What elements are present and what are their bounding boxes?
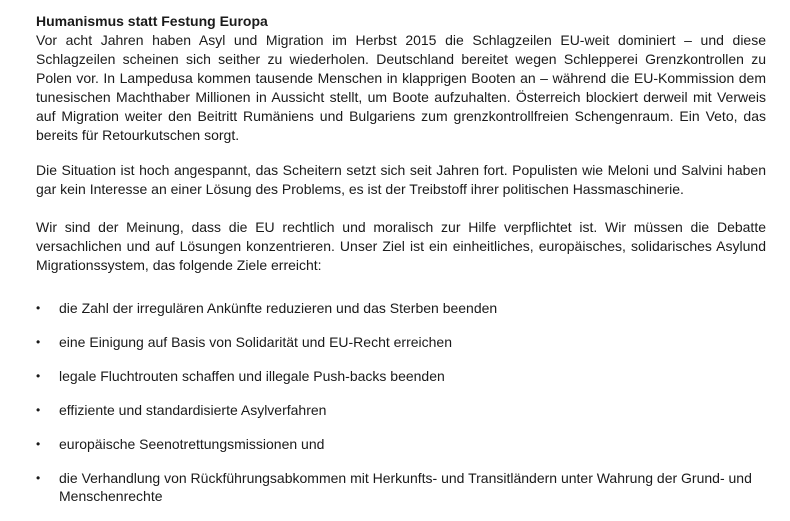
list-item-text: effiziente und standardisierte Asylverfahren: [59, 402, 327, 418]
document-page: [36, 12, 766, 521]
list-item: [36, 299, 766, 317]
list-item: [36, 435, 766, 453]
list-item-text: eine Einigung auf Basis von Solidarität und EU-Recht erreichen: [59, 334, 453, 350]
list-item: [36, 469, 766, 505]
goals-list: [36, 299, 766, 505]
bullet-icon: •: [36, 403, 41, 417]
bullet-icon: •: [36, 437, 41, 451]
bullet-icon: •: [36, 369, 41, 383]
list-item-text: legale Fluchtrouten schaffen und illegale Push-backs beenden: [59, 368, 445, 384]
document-title: Humanismus statt Festung Europa: [36, 13, 268, 29]
paragraph-situation: Die Situation ist hoch angespannt, das Scheitern setzt sich seit Jahren fort. Populisten wie Meloni und Salvini haben gar kein Interesse an einer Lösung des Problems, es ist der Treibstoff ihrer politischen Hassmaschinerie.: [36, 162, 766, 197]
bullet-icon: •: [36, 301, 41, 315]
list-item-text: die Zahl der irregulären Ankünfte reduzieren und das Sterben beenden: [59, 300, 498, 316]
paragraph-intro: Vor acht Jahren haben Asyl und Migration im Herbst 2015 die Schlagzeilen EU-weit dominiert – und diese Schlagzeilen scheinen sich seither zu wiederholen. Deutschland bereitet wegen Schlepperei Grenzkontrollen zu Polen vor. In Lampedusa kommen tausende Menschen in klapprigen Booten an – während die EU-Kommission dem tunesischen Machthaber Millionen in Aussicht stellt, um Boote aufzuhalten. Österreich blockiert derweil mit Verweis auf Migration weiter den Beitritt Rumäniens und Bulgariens zum grenzkontrollfreien Schengenraum. Ein Veto, das bereits für Retourkutschen sorgt.: [36, 32, 766, 143]
list-item: [36, 401, 766, 419]
list-item-text: europäische Seenotrettungsmissionen und: [59, 436, 325, 452]
bullet-icon: •: [36, 471, 41, 485]
bullet-icon: •: [36, 335, 41, 349]
list-item: [36, 367, 766, 385]
paragraph-position: Wir sind der Meinung, dass die EU rechtlich und moralisch zur Hilfe verpflichtet ist. Wir müssen die Debatte versachlichen und auf Lösungen konzentrieren. Unser Ziel ist ein einheitliches, europäisches, solidarisches Asylund Migrationssystem, das folgende Ziele erreicht:: [36, 219, 766, 273]
list-item-text: die Verhandlung von Rückführungsabkommen mit Herkunfts- und Transitländern unter Wahrung der Grund- und Menschenrechte: [59, 470, 752, 504]
list-item: [36, 333, 766, 351]
